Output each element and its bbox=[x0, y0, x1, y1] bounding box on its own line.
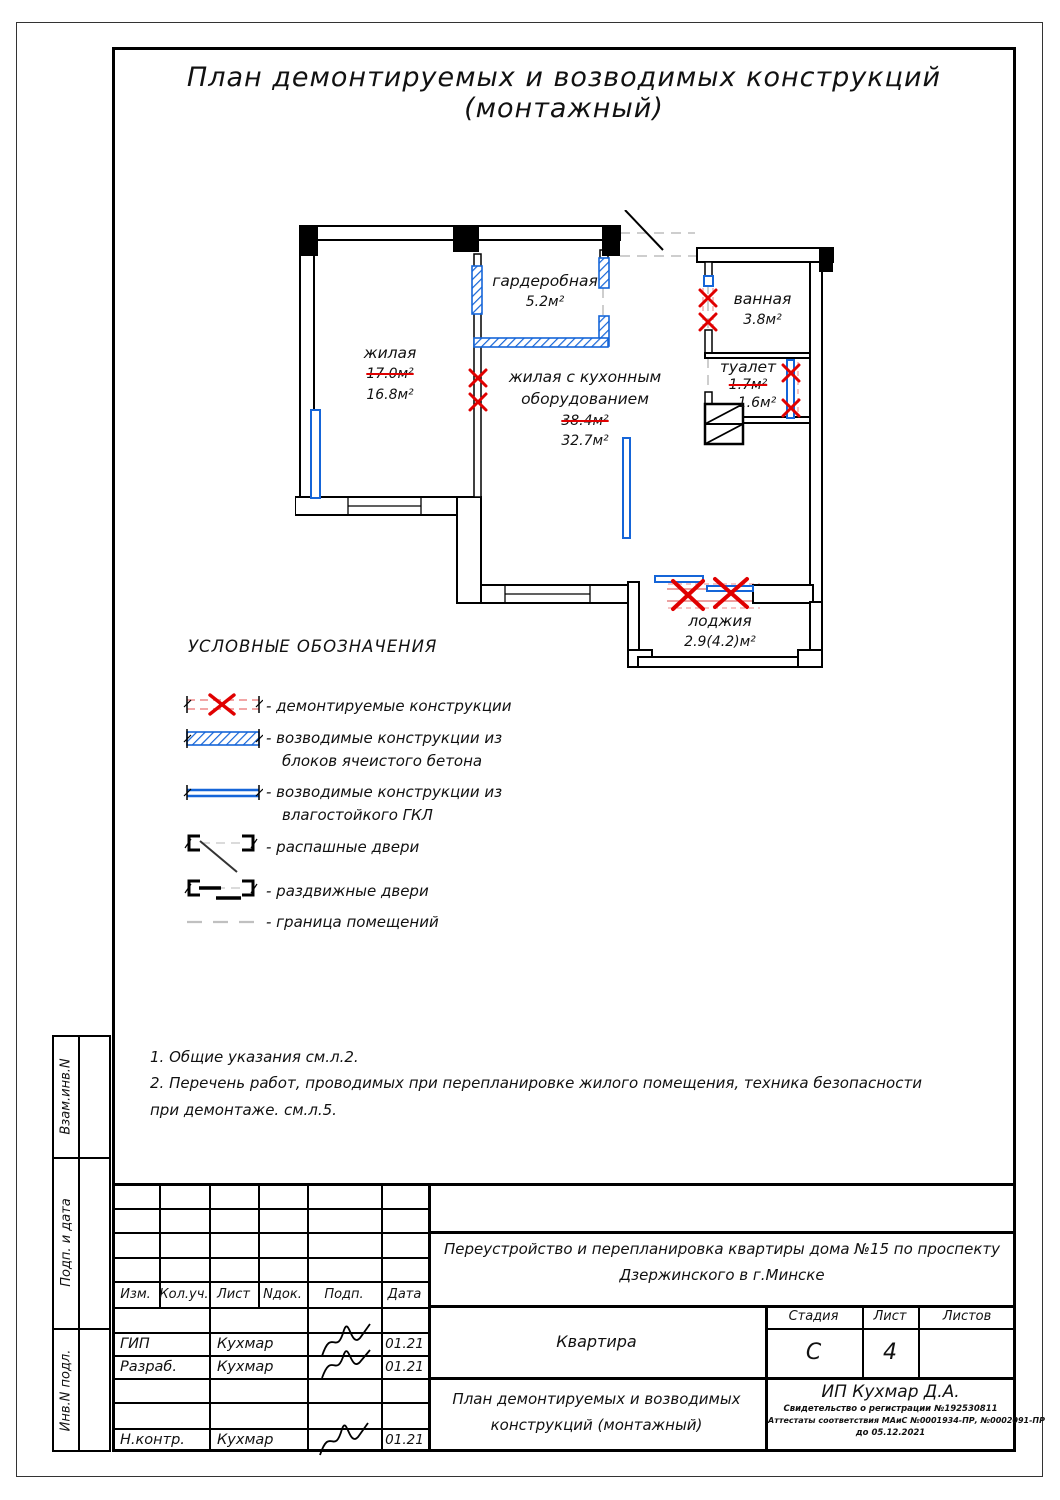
legend-heading: УСЛОВНЫЕ ОБОЗНАЧЕНИЯ bbox=[188, 637, 438, 656]
header-koluch: Кол.уч. bbox=[159, 1286, 209, 1302]
sidebar-cell-vzam: Взам.инв.N bbox=[58, 1057, 74, 1135]
room-name: жилая с кухонным bbox=[508, 368, 662, 386]
doc-title-line1: План демонтируемых и возводимых bbox=[452, 1390, 741, 1408]
legend-symbol-sliding-door-icon bbox=[183, 878, 263, 908]
object-name: Квартира bbox=[556, 1331, 637, 1351]
staff-role-gip: ГИП bbox=[120, 1335, 150, 1352]
staff-date-gip: 01.21 bbox=[385, 1335, 424, 1352]
room-area-new: 1.6м² bbox=[737, 394, 777, 411]
cert-line2: Аттестаты соответствия МАиС №0001934-ПР, №0002091-ПР bbox=[768, 1416, 1045, 1425]
legend-item-room-boundary: - граница помещений bbox=[266, 913, 439, 931]
sheet-number: 4 bbox=[883, 1340, 897, 1365]
staff-date-nkontr: 01.21 bbox=[385, 1432, 424, 1448]
project-name-line1: Переустройство и перепланировка квартиры дома №15 по проспекту bbox=[443, 1240, 1001, 1258]
room-name-2: оборудованием bbox=[521, 390, 649, 409]
staff-date-razrab: 01.21 bbox=[385, 1358, 424, 1375]
sheets-label: Листов bbox=[942, 1309, 992, 1324]
sidebar-cell-podp-data: Подп. и дата bbox=[58, 1198, 74, 1287]
legend-item-demolish: - демонтируемые конструкции bbox=[266, 697, 512, 715]
room-area-new: 16.8м² bbox=[366, 386, 414, 403]
room-area-old: 17.0м² bbox=[366, 366, 414, 383]
sheets-total bbox=[918, 1328, 1016, 1377]
header-ndok: Nдок. bbox=[263, 1286, 302, 1302]
note-line-1: 1. Общие указания см.л.2. bbox=[150, 1048, 359, 1066]
room-name: ванная bbox=[733, 290, 792, 308]
note-line-2: 2. Перечень работ, проводимых при перепланировке жилого помещения, техника безопасности bbox=[150, 1074, 922, 1093]
company-name: ИП Кухмар Д.А. bbox=[821, 1382, 960, 1402]
doc-title-line2: конструкций (монтажный) bbox=[490, 1416, 703, 1434]
page-title: План демонтируемых и возводимых конструкций (монтажный) bbox=[186, 62, 942, 124]
cert-line3: до 05.12.2021 bbox=[855, 1428, 926, 1438]
room-label-loggia bbox=[655, 610, 785, 653]
stage-label: Стадия bbox=[788, 1309, 839, 1324]
room-name: туалет bbox=[719, 358, 777, 376]
room-label-toilet bbox=[710, 358, 786, 412]
legend-item-block-wall: - возводимые конструкции из bbox=[266, 729, 503, 747]
project-name-line2: Дзержинского в г.Минске bbox=[619, 1266, 825, 1284]
cert-line1: Свидетельство о регистрации №192530811 bbox=[783, 1404, 998, 1414]
sheet-label: Лист bbox=[873, 1309, 907, 1324]
header-izm: Изм. bbox=[120, 1286, 151, 1302]
staff-role-razrab: Разраб. bbox=[120, 1358, 177, 1375]
legend-symbol-block-wall-icon bbox=[183, 728, 263, 750]
staff-name-gip: Кухмар bbox=[217, 1335, 274, 1352]
room-area: 2.9(4.2)м² bbox=[684, 634, 756, 651]
legend-symbol-swing-door-icon bbox=[183, 832, 263, 876]
room-area-old: 38.4м² bbox=[561, 412, 609, 429]
staff-role-nkontr: Н.контр. bbox=[120, 1432, 185, 1448]
room-label-living bbox=[330, 342, 450, 405]
notes bbox=[150, 1044, 922, 1123]
note-line-3: при демонтаже. см.л.5. bbox=[150, 1100, 337, 1119]
room-area: 3.8м² bbox=[743, 312, 782, 329]
sidebar-cell-inv: Инв.N подл. bbox=[58, 1349, 74, 1431]
legend-symbol-gkl-wall-icon bbox=[183, 783, 263, 801]
room-label-bathroom bbox=[715, 288, 810, 331]
door-swing-line bbox=[625, 210, 663, 250]
room-name: гардеробная bbox=[492, 272, 598, 290]
staff-name-nkontr: Кухмар bbox=[217, 1432, 274, 1448]
legend-item-gkl-wall: - возводимые конструкции из bbox=[266, 783, 503, 801]
room-area-new: 32.7м² bbox=[561, 433, 609, 450]
header-list: Лист bbox=[217, 1286, 250, 1302]
floor-plan bbox=[295, 210, 845, 680]
room-name: жилая bbox=[363, 344, 417, 362]
stage-value: С bbox=[805, 1340, 822, 1365]
legend-item-sliding-doors: - раздвижные двери bbox=[266, 882, 429, 900]
room-label-wardrobe bbox=[485, 270, 605, 313]
legend-symbol-demolish-icon bbox=[183, 692, 263, 718]
legend-item-gkl-wall-2: влагостойкого ГКЛ bbox=[282, 806, 433, 824]
room-area-old: 1.7м² bbox=[728, 377, 768, 394]
legend-item-swing-doors: - распашные двери bbox=[266, 838, 420, 856]
header-data: Дата bbox=[387, 1286, 422, 1302]
room-label-living-kitchen bbox=[500, 366, 670, 452]
room-name: лоджия bbox=[688, 612, 752, 630]
room-area: 5.2м² bbox=[525, 294, 565, 311]
signature-razrab bbox=[318, 1342, 374, 1382]
staff-name-razrab: Кухмар bbox=[217, 1358, 274, 1375]
signature-nkontr bbox=[316, 1415, 372, 1459]
legend-item-block-wall-2: блоков ячеистого бетона bbox=[282, 752, 483, 770]
legend-symbol-room-boundary-icon bbox=[183, 916, 263, 928]
header-podp: Подп. bbox=[324, 1286, 364, 1302]
